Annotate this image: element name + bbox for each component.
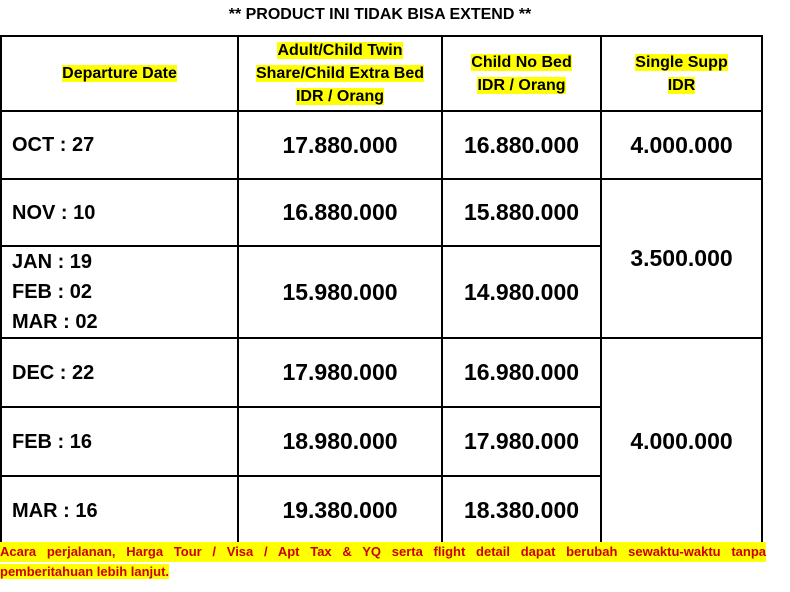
adult-price: 17.880.000 (238, 111, 442, 179)
departure-date: FEB : 16 (1, 407, 238, 476)
adult-price: 16.880.000 (238, 179, 442, 246)
child-no-bed-price: 18.380.000 (442, 476, 601, 545)
adult-price: 17.980.000 (238, 338, 442, 407)
table-row (1, 179, 762, 246)
departure-date: OCT : 27 (1, 111, 238, 179)
table-row (1, 338, 762, 407)
child-no-bed-price: 15.880.000 (442, 179, 601, 246)
adult-price: 15.980.000 (238, 246, 442, 338)
table-row (1, 111, 762, 179)
single-supp-price: 4.000.000 (601, 111, 762, 179)
col-header-child-no-bed: Child No Bed IDR / Orang (442, 36, 601, 111)
child-no-bed-price: 17.980.000 (442, 407, 601, 476)
child-no-bed-price: 16.880.000 (442, 111, 601, 179)
single-supp-price: 3.500.000 (601, 179, 762, 338)
departure-date: NOV : 10 (1, 179, 238, 246)
col-header-departure: Departure Date (1, 36, 238, 111)
price-table (0, 35, 763, 546)
departure-date: JAN : 19 FEB : 02 MAR : 02 (1, 246, 238, 338)
single-supp-price: 4.000.000 (601, 338, 762, 545)
child-no-bed-price: 16.980.000 (442, 338, 601, 407)
col-header-single-supp: Single Supp IDR (601, 36, 762, 111)
departure-date: MAR : 16 (1, 476, 238, 545)
adult-price: 19.380.000 (238, 476, 442, 545)
disclaimer-note (0, 542, 766, 582)
adult-price: 18.980.000 (238, 407, 442, 476)
departure-date: DEC : 22 (1, 338, 238, 407)
child-no-bed-price: 14.980.000 (442, 246, 601, 338)
disclaimer-line-1: Acara perjalanan, Harga Tour / Visa / Apt Tax & YQ serta flight detail dapat berubah sewaktu-waktu tanpa (0, 542, 766, 562)
col-header-adult: Adult/Child Twin Share/Child Extra Bed IDR / Orang (238, 36, 442, 111)
table-header-row (1, 36, 762, 111)
disclaimer-line-2: pemberitahuan lebih lanjut. (0, 564, 170, 579)
header-note: ** PRODUCT INI TIDAK BISA EXTEND ** (228, 6, 532, 23)
